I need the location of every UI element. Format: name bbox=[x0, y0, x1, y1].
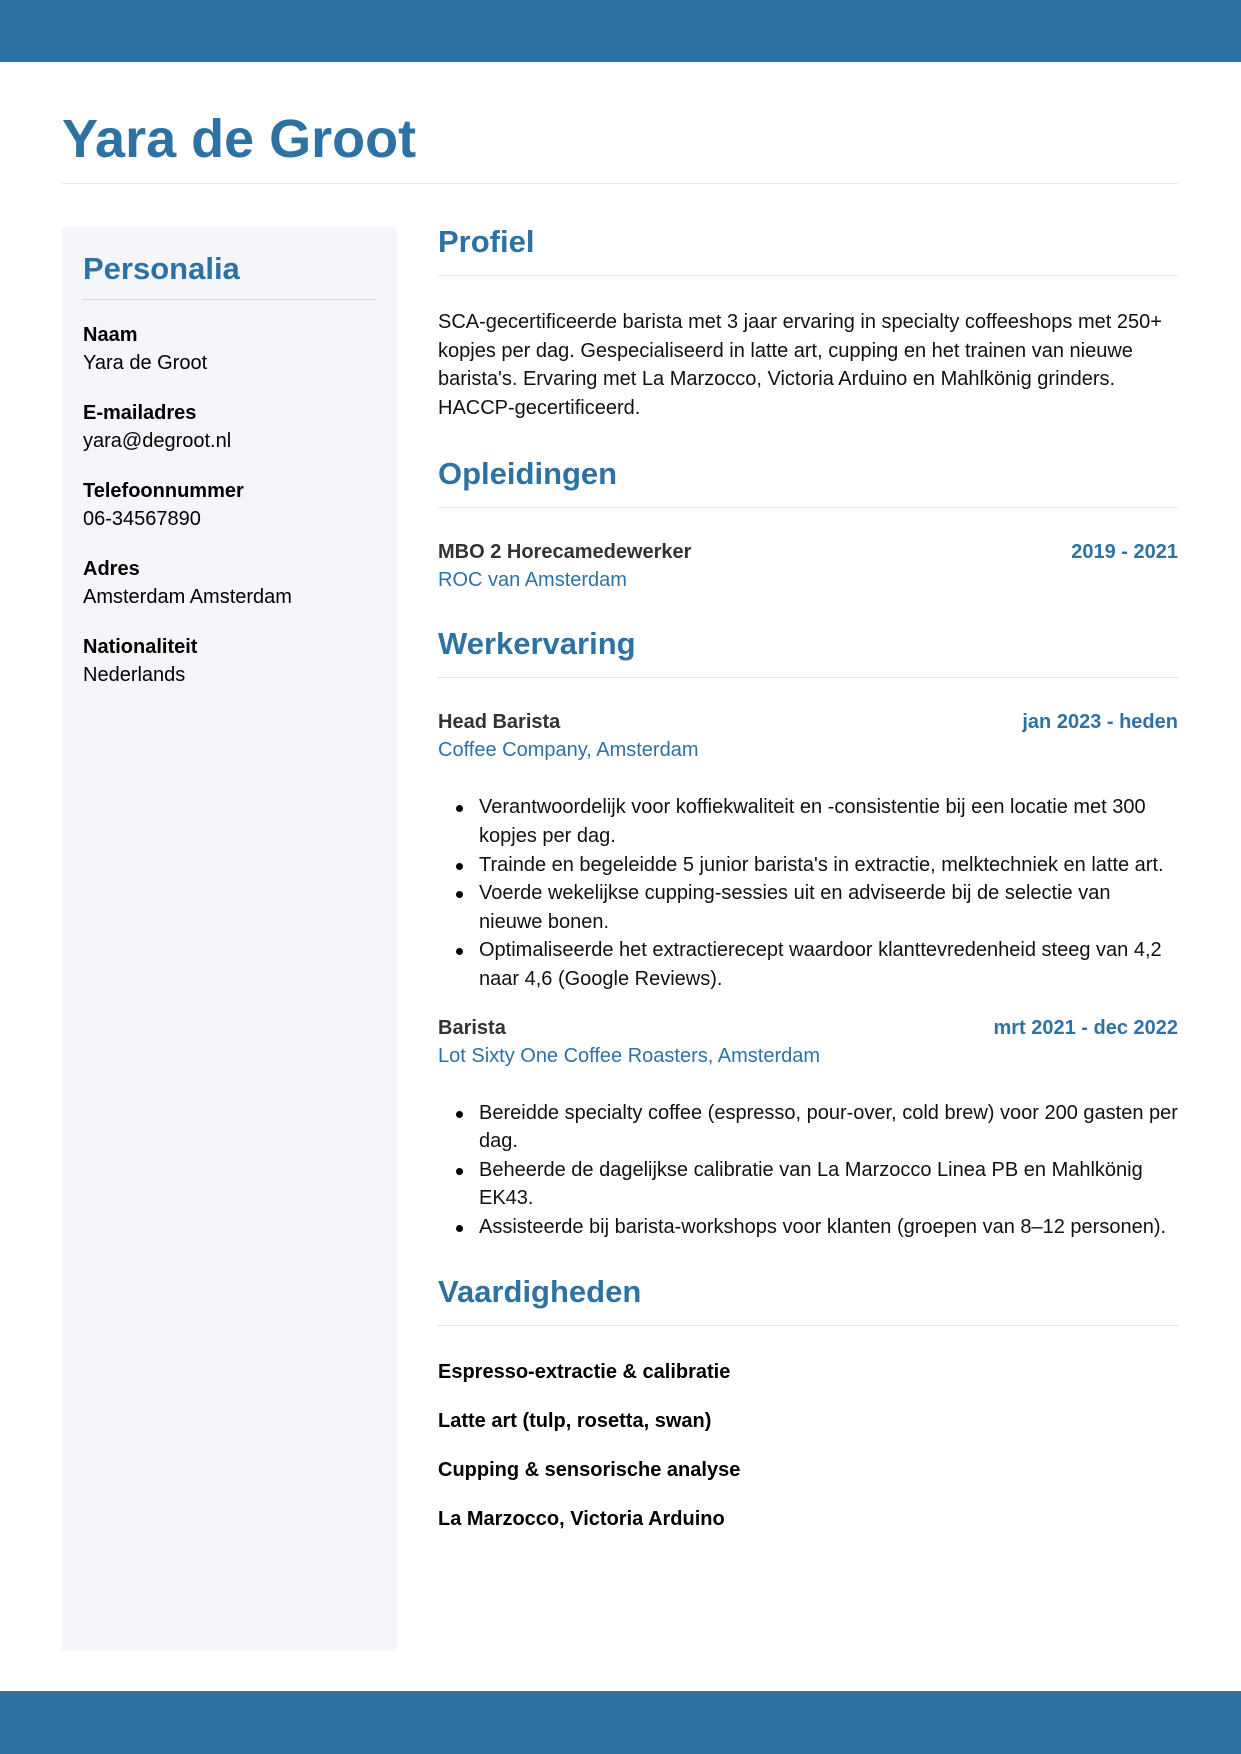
info-value: Amsterdam Amsterdam bbox=[83, 586, 292, 608]
sidebar-divider bbox=[83, 299, 376, 300]
section-divider bbox=[438, 275, 1178, 276]
list-item: Verantwoordelijk voor koffiekwaliteit en -consistentie bij een locatie met 300 kopjes per dag. bbox=[438, 793, 1178, 850]
list-item: Bereidde specialty coffee (espresso, pour-over, cold brew) voor 200 gasten per dag. bbox=[438, 1099, 1178, 1156]
list-item: Beheerde de dagelijkse calibratie van La Marzocco Linea PB en Mahlkönig EK43. bbox=[438, 1156, 1178, 1213]
section-divider bbox=[438, 1325, 1178, 1326]
education-section bbox=[438, 454, 1178, 594]
list-item: Optimaliseerde het extractierecept waardoor klanttevredenheid steeg van 4,2 naar 4,6 (Google Reviews). bbox=[438, 936, 1178, 993]
job-bullets bbox=[438, 1099, 1178, 1242]
info-label: Telefoonnummer bbox=[83, 480, 244, 502]
skills-list bbox=[438, 1358, 1178, 1533]
info-value: yara@degroot.nl bbox=[83, 430, 232, 452]
entry-header bbox=[438, 538, 1178, 566]
info-item-address bbox=[83, 555, 376, 611]
education-entry bbox=[438, 538, 1178, 594]
personal-info-list bbox=[83, 321, 376, 711]
info-value: 06-34567890 bbox=[83, 508, 201, 530]
info-label: E-mailadres bbox=[83, 402, 197, 424]
job-entry bbox=[438, 1014, 1178, 1242]
job-title: Head Barista bbox=[438, 711, 561, 734]
job-date: jan 2023 - heden bbox=[1022, 711, 1178, 734]
education-degree: MBO 2 Horecamedewerker bbox=[438, 541, 692, 564]
section-divider bbox=[438, 677, 1178, 678]
profile-section bbox=[438, 222, 1178, 422]
personal-info-sidebar bbox=[62, 227, 397, 1651]
job-title: Barista bbox=[438, 1016, 506, 1039]
job-entry bbox=[438, 708, 1178, 993]
profile-title: Profiel bbox=[438, 224, 535, 259]
skill-item: Espresso-extractie & calibratie bbox=[438, 1360, 731, 1383]
skills-section bbox=[438, 1272, 1178, 1533]
info-item-phone bbox=[83, 477, 376, 533]
top-accent-bar bbox=[0, 0, 1241, 62]
education-title: Opleidingen bbox=[438, 456, 618, 492]
job-bullets bbox=[438, 793, 1178, 993]
entry-header bbox=[438, 1014, 1178, 1042]
name-divider bbox=[62, 183, 1178, 184]
info-item-nationality bbox=[83, 633, 376, 689]
candidate-name: Yara de Groot bbox=[62, 109, 417, 169]
skill-item: La Marzocco, Victoria Arduino bbox=[438, 1507, 725, 1530]
section-divider bbox=[438, 507, 1178, 508]
list-item: Voerde wekelijkse cupping-sessies uit en adviseerde bij de selectie van nieuwe bonen. bbox=[438, 879, 1178, 936]
education-school: ROC van Amsterdam bbox=[438, 569, 627, 592]
list-item: Assisteerde bij barista-workshops voor klanten (groepen van 8–12 personen). bbox=[438, 1213, 1178, 1242]
education-date: 2019 - 2021 bbox=[1071, 541, 1178, 564]
experience-section bbox=[438, 624, 1178, 1241]
job-date: mrt 2021 - dec 2022 bbox=[993, 1016, 1178, 1039]
info-label: Nationaliteit bbox=[83, 636, 198, 658]
job-company: Coffee Company, Amsterdam bbox=[438, 739, 699, 762]
info-item-email bbox=[83, 399, 376, 455]
info-label: Adres bbox=[83, 558, 140, 580]
skill-item: Cupping & sensorische analyse bbox=[438, 1458, 741, 1481]
entry-header bbox=[438, 708, 1178, 736]
info-value: Yara de Groot bbox=[83, 352, 208, 374]
profile-text: SCA-gecertificeerde barista met 3 jaar ervaring in specialty coffeeshops met 250+ kopjes per dag. Gespecialiseerd in latte art, cupping en het trainen van nieuwe barista's. Ervaring met La Marzocco, Victoria Arduino en Mahlkönig grinders. HACCP-gecertificeerd. bbox=[438, 311, 1162, 419]
bottom-accent-bar bbox=[0, 1691, 1241, 1754]
list-item: Trainde en begeleidde 5 junior barista's in extractie, melktechniek en latte art. bbox=[438, 851, 1178, 880]
sidebar-title: Personalia bbox=[83, 251, 240, 286]
info-label: Naam bbox=[83, 324, 138, 346]
experience-title: Werkervaring bbox=[438, 626, 636, 662]
skills-title: Vaardigheden bbox=[438, 1273, 642, 1309]
info-value: Nederlands bbox=[83, 664, 186, 686]
job-company: Lot Sixty One Coffee Roasters, Amsterdam bbox=[438, 1044, 821, 1067]
main-column bbox=[438, 222, 1178, 1554]
info-item-name bbox=[83, 321, 376, 377]
skill-item: Latte art (tulp, rosetta, swan) bbox=[438, 1409, 712, 1432]
